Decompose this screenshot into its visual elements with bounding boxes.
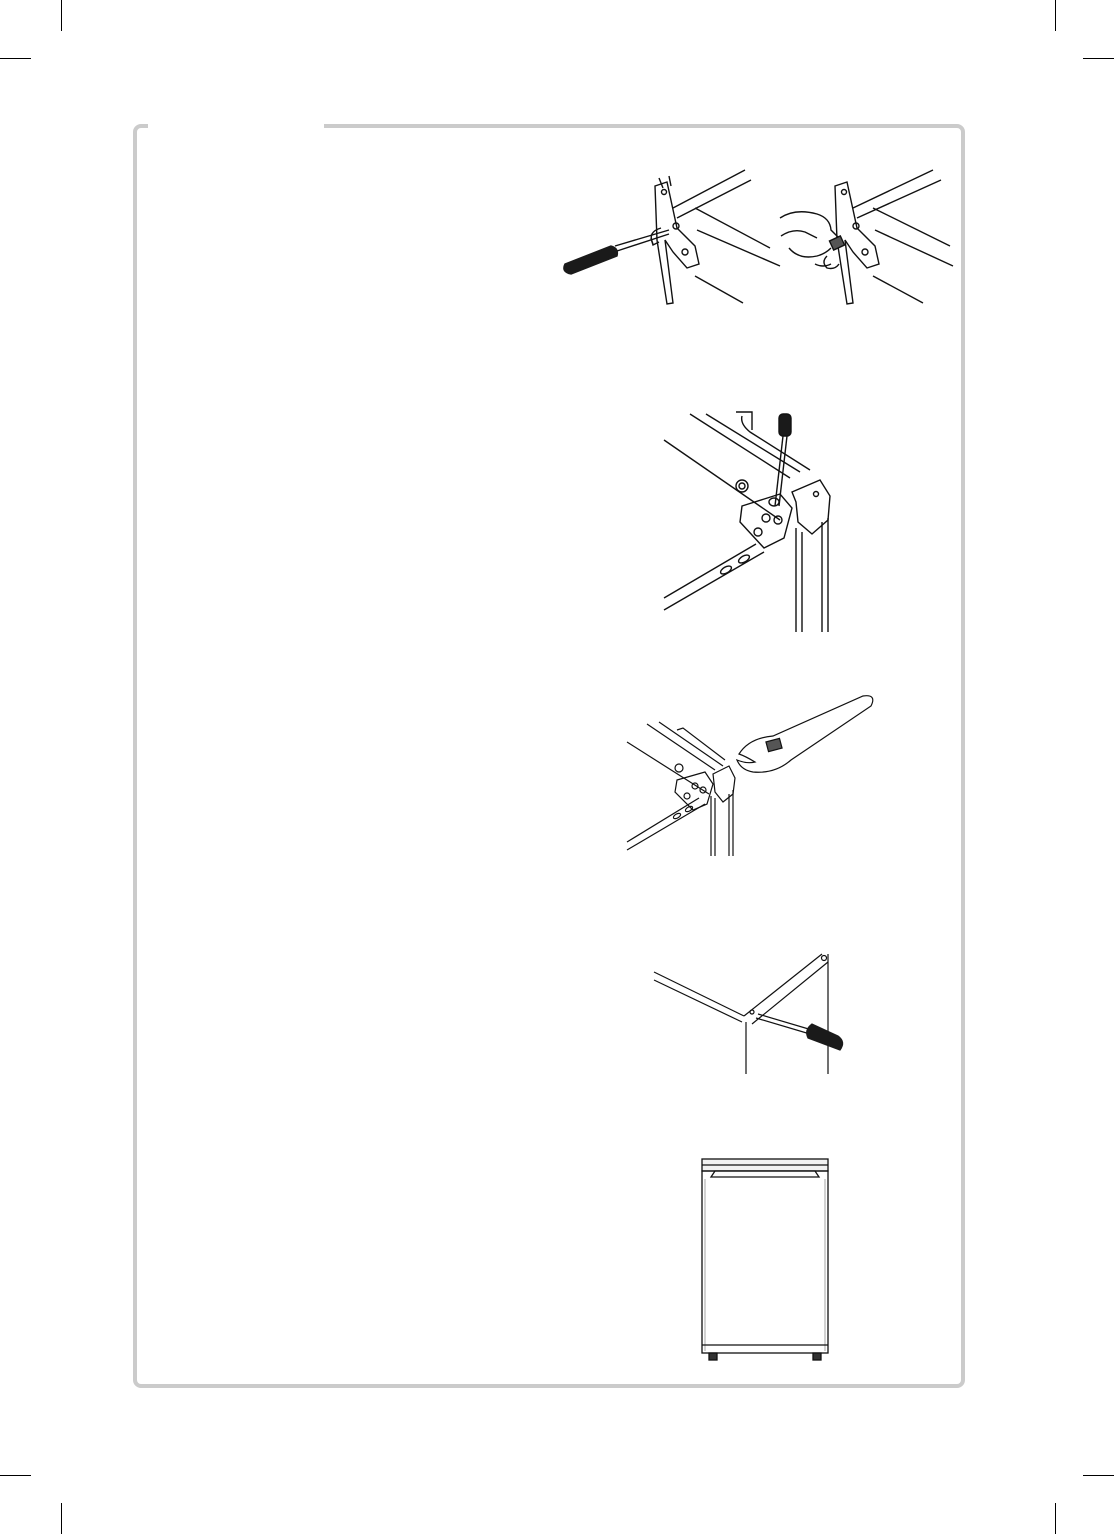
- side-screw-fitting-illustration: [652, 950, 847, 1074]
- top-hinge-screwdriver-illustration: [660, 410, 850, 632]
- top-hinge-wrench-illustration: [625, 694, 880, 856]
- crop-mark: [0, 1475, 31, 1476]
- crop-mark: [1083, 58, 1114, 59]
- crop-mark: [61, 0, 62, 31]
- refrigerator-front-view-illustration: [695, 1157, 835, 1365]
- crop-mark: [0, 58, 31, 59]
- hinge-screw-removal-illustration: [555, 168, 955, 308]
- crop-mark: [1055, 1503, 1056, 1534]
- crop-mark: [61, 1503, 62, 1534]
- crop-mark: [1083, 1475, 1114, 1476]
- crop-mark: [1055, 0, 1056, 31]
- section-title-tab: [148, 118, 324, 132]
